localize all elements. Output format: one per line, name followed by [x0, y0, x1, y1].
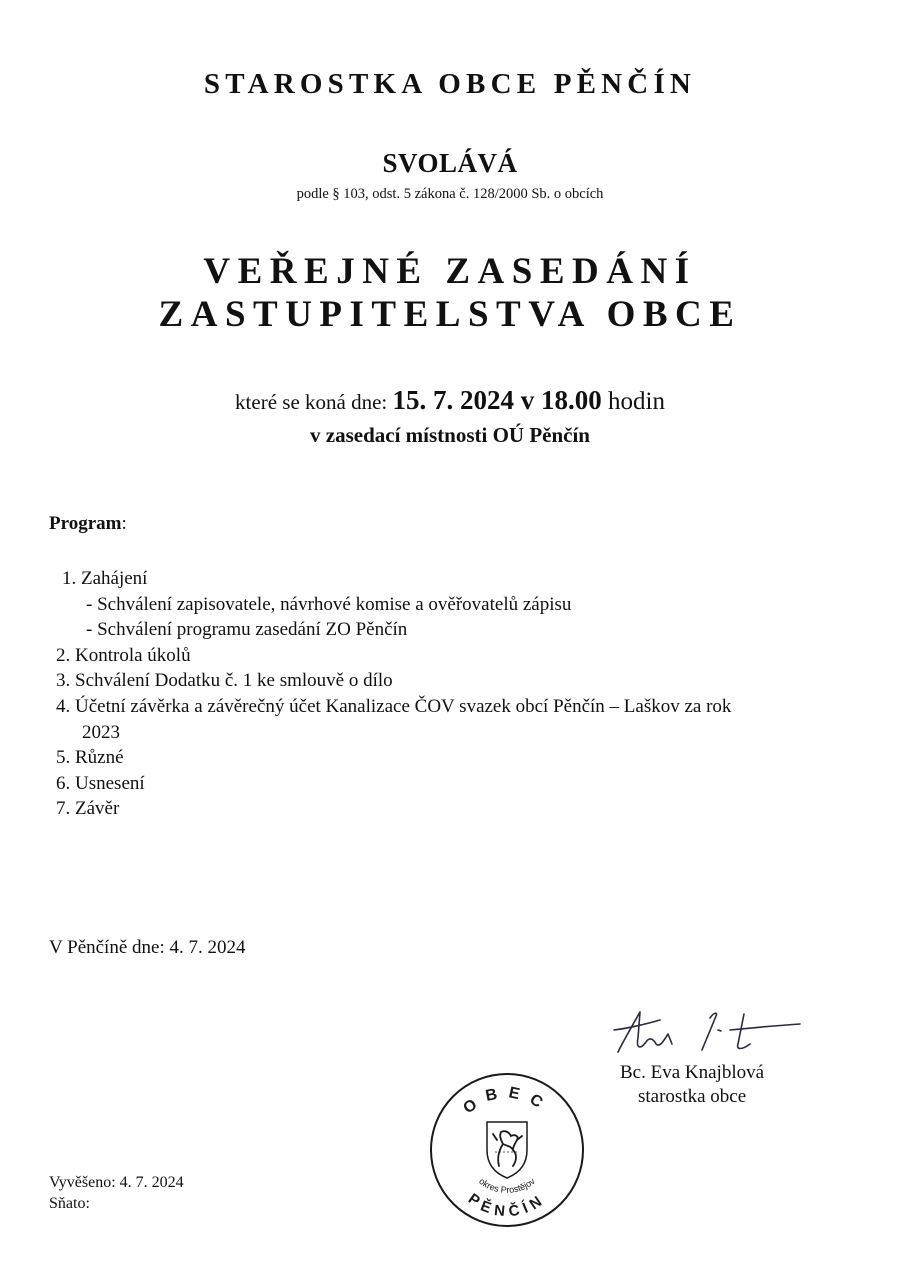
program-subitem-1a: - Schválení zapisovatele, návrhové komise a ověřovatelů zápisu [86, 593, 572, 615]
signatory-role: starostka obce [638, 1086, 747, 1107]
program-item-4: 4. Účetní závěrka a závěrečný účet Kanalizace ČOV svazek obcí Pěnčín – Laškov za rok [56, 695, 732, 717]
stamp-bottom-text: PĚNČÍN [464, 1190, 550, 1221]
meeting-intro: které se koná dne: [235, 390, 393, 414]
title-line-1: VEŘEJNÉ ZASEDÁNÍ [203, 251, 697, 292]
meeting-place: v zasedací místnosti OÚ Pěnčín [310, 423, 590, 447]
issue-date-line: V Pěnčíně dne: 4. 7. 2024 [49, 937, 246, 958]
removed-date: Sňato: [49, 1195, 90, 1212]
program-item-5: 5. Různé [56, 747, 124, 769]
convenes-heading: SVOLÁVÁ [382, 148, 518, 178]
posted-date: Vyvěšeno: 4. 7. 2024 [49, 1174, 184, 1191]
program-label-text: Program [49, 513, 122, 534]
legal-basis: podle § 103, odst. 5 zákona č. 128/2000 Sb. o obcích [296, 186, 604, 202]
meeting-date: 15. 7. 2024 [392, 385, 514, 415]
signatory-name: Bc. Eva Knajblová [620, 1062, 765, 1083]
program-item-6: 6. Usnesení [56, 772, 145, 794]
meeting-unit: hodin [601, 388, 665, 415]
title-line-2: ZASTUPITELSTVA OBCE [158, 294, 742, 335]
stamp-top-text: OBEC [460, 1084, 554, 1118]
meeting-when [0, 385, 900, 416]
program-label-colon: : [121, 513, 127, 534]
handwritten-signature [610, 1000, 810, 1062]
program-item-3: 3. Schválení Dodatku č. 1 ke smlouvě o dílo [56, 670, 393, 692]
meeting-time: 18.00 [541, 385, 602, 415]
program-list [56, 566, 732, 822]
municipal-stamp [427, 1070, 587, 1230]
svg-text:OBEC [460, 1084, 553, 1117]
program-item-2: 2. Kontrola úkolů [56, 644, 191, 666]
coat-of-arms-icon [487, 1122, 527, 1178]
program-subitem-1b: - Schválení programu zasedání ZO Pěnčín [86, 619, 408, 641]
program-item-4-continuation: 2023 [82, 721, 120, 743]
program-item-7: 7. Závěr [56, 798, 120, 820]
meeting-connector: v [514, 385, 541, 415]
program-item-1: 1. Zahájení [62, 568, 148, 589]
stamp-district-text: okres Prostějov [477, 1176, 537, 1195]
issuer-heading: STAROSTKA OBCE PĚNČÍN [203, 68, 697, 100]
program-label [49, 513, 127, 535]
